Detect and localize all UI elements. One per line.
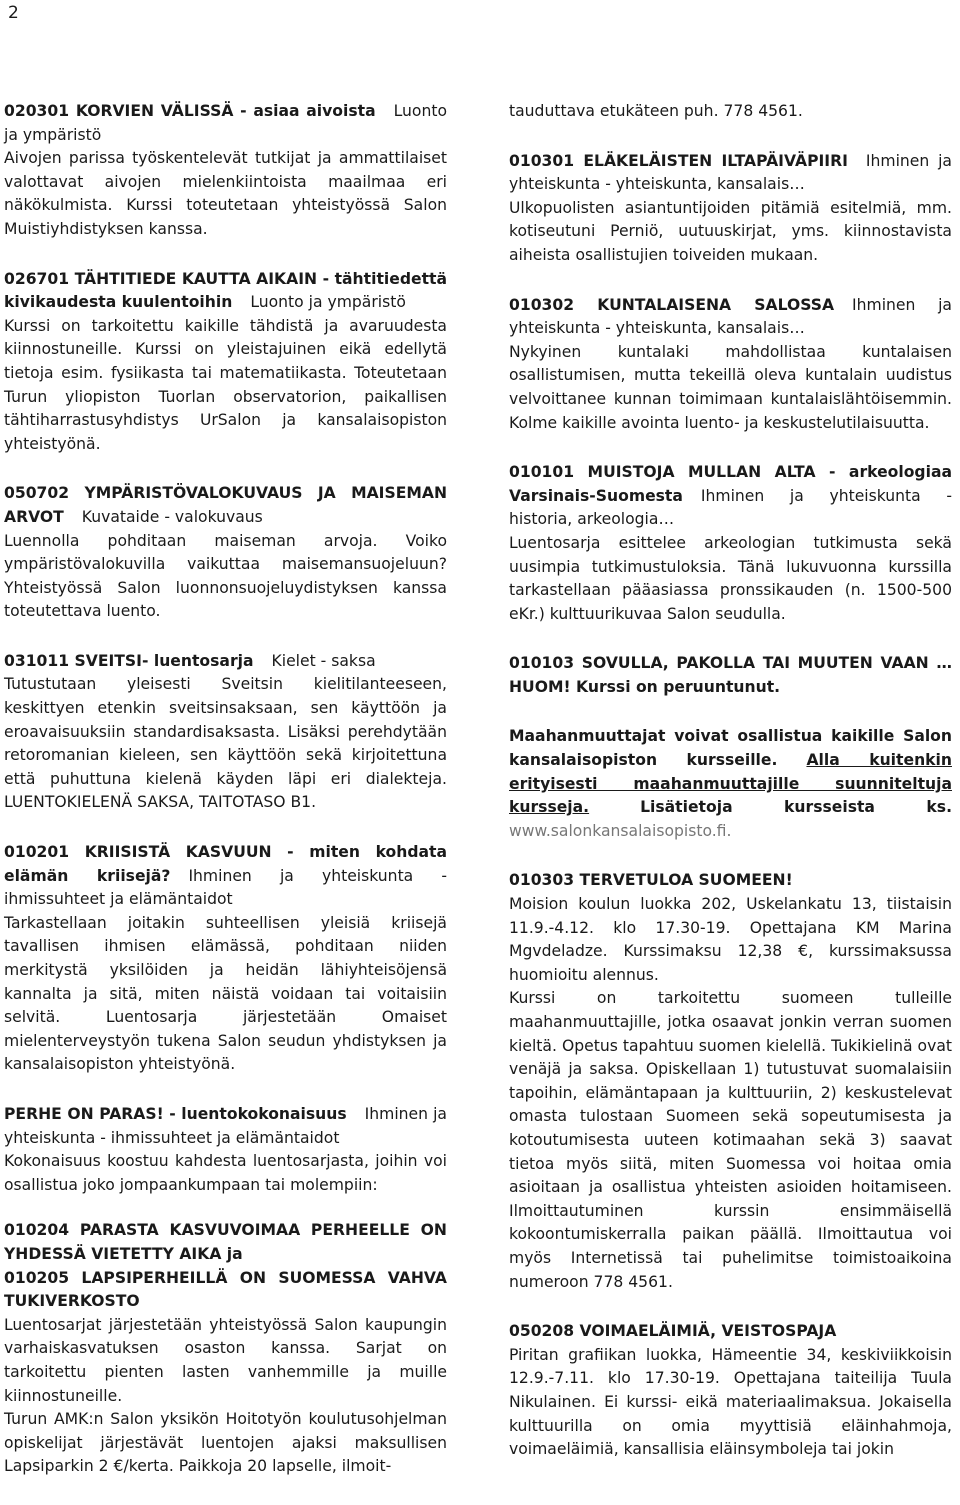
course-description: Tutustutaan yleisesti Sveitsin kielitilanteeseen, keskittyen etenkin sveitsinsaksaan, sen käyttöön ja eroavaisuuksiin standardisaksasta. Lisäksi perehdytään retoromanian kieleen, sen käyttöön sekä kirjoitettuna että puhuttuna kielenä käyden läpi eri dialekteja. LUENTOKIELENÄ SAKSA, TAITOTASO B1. (4, 675, 447, 812)
course-title: 031011 SVEITSI- luentosarja (4, 651, 254, 670)
left-column (4, 100, 447, 1505)
course-description: Moision koulun luokka 202, Uskelankatu 13, tiistaisin 11.9.-4.12. klo 17.30-19. Opettajana KM Marina Mgvdeladze. Kurssimaksu 12,38 €, kurssimaksussa huomioitu alennus. (509, 895, 952, 984)
course-title: 010204 PARASTA KASVUVOIMAA PERHEELLE ON YHDESSÄ VIETETTY AIKA ja (4, 1221, 447, 1263)
course-category: Luonto ja ympäristö (250, 293, 406, 312)
course-entry (4, 100, 447, 242)
notice-text: Maahanmuuttajat voivat osallistua kaikille Salon kansalaisopiston kursseille. (509, 727, 952, 770)
course-description: Luentosarjat järjestetään yhteistyössä Salon kaupungin varhaiskasvatuksen osaston kanssa. Sarjat on tarkoitettu pienten lasten vanhemmille ja muille kiinnostuneille. (4, 1315, 447, 1405)
course-entry (509, 1320, 952, 1462)
course-title: 010205 LAPSIPERHEILLÄ ON SUOMESSA VAHVA TUKIVERKOSTO (4, 1268, 447, 1311)
notice-underlined-text: Alla kuitenkin erityisesti maahanmuuttajille suunniteltuja kursseja. (509, 751, 952, 817)
course-description: Kokonaisuus koostuu kahdesta luentosarjasta, joihin voi osallistua joko jompaankumpaan tai molempiin: (4, 1152, 447, 1194)
course-title: 026701 TÄHTITIEDE KAUTTA AIKAIN - tähtitiedettä kivikaudesta kuulentoihin (4, 269, 447, 312)
course-title: 010201 KRIISISTÄ KASVUUN - miten kohdata elämän kriisejä? (4, 843, 447, 885)
course-category: Kuvataide - valokuvaus (81, 507, 263, 526)
course-description: Ulkopuolisten asiantuntijoiden pitämiä esitelmiä, mm. kotiseutuni Perniö, uutuuskirjat, yms. kiinnostavista aiheista osallistujien toiveiden mukaan. (509, 198, 952, 264)
course-category: Ihminen ja yhteiskunta - ihmissuhteet ja elämäntaidot (4, 1104, 447, 1147)
course-entry-continued (509, 100, 952, 124)
course-category: Ihminen ja yhteiskunta - yhteiskunta, kansalais… (509, 295, 952, 338)
right-column (509, 100, 952, 1488)
course-entry (4, 482, 447, 624)
course-description: Luentosarja esittelee arkeologian tutkimusta sekä uusimpia tutkimustuloksia. Tänä lukuvuonna kurssilla tarkastellaan pääasiassa pronssikauden (n. 1500-500 eKr.) kulttuurikuvaa Salon seudulla. (509, 533, 952, 623)
course-title: 010101 MUISTOJA MULLAN ALTA - arkeologiaa Varsinais-Suomesta (509, 463, 952, 505)
immigrant-notice (509, 725, 952, 843)
notice-more-info: Lisätietoja kursseista ks. (640, 798, 952, 817)
course-entry (4, 650, 447, 815)
course-title: 010303 TERVETULOA SUOMEEN! (509, 871, 793, 890)
website-link[interactable]: www.salonkansalaisopisto.fi. (509, 821, 732, 840)
course-entry (4, 841, 447, 1077)
course-description: Turun AMK:n Salon yksikön Hoitotyön koulutusohjelman opiskelijat järjestävät luentojen ajaksi maksullisen Lapsiparkin 2 €/kerta. Paikkoja 20 lapselle, ilmoit- (4, 1410, 447, 1476)
course-category: Ihminen ja yhteiskunta - ihmissuhteet ja elämäntaidot (4, 866, 447, 909)
course-description: Aivojen parissa työskentelevät tutkijat ja ammattilaiset valottavat aivojen mielenkiintoista maailmaa eri näkökulmista. Kurssi toteutetaan yhteistyössä Salon Muistiyhdistyksen kanssa. (4, 149, 447, 238)
course-description: Kurssi on tarkoitettu kaikille tähdistä ja avaruudesta kiinnostuneille. Kurssi on yleistajuinen eikä edellytä tietoja esim. fysiikasta tai matematiikasta. Toteutetaan Turun yliopiston Tuorlan observatorion, paikallisen tähtiharrastusyhdistys UrSalon ja kansalaisopiston yhteistyönä. (4, 316, 447, 453)
course-category: Ihminen ja yhteiskunta - yhteiskunta, kansalais… (509, 151, 952, 194)
course-title: PERHE ON PARAS! - luentokokonaisuus (4, 1104, 347, 1123)
course-entry (4, 1219, 447, 1479)
course-title: 010301 ELÄKELÄISTEN ILTAPÄIVÄPIIRI (509, 151, 848, 170)
course-entry (4, 268, 447, 457)
course-entry (509, 294, 952, 436)
course-title: 050702 YMPÄRISTÖVALOKUVAUS JA MAISEMAN ARVOT (4, 484, 447, 526)
course-description: Luennolla pohditaan maiseman arvoja. Voiko ympäristövalokuvilla vaikuttaa maisemansuojeluun? Yhteistyössä Salon luonnonsuojeluydistyksen kanssa toteutettava luento. (4, 531, 447, 621)
course-entry (509, 461, 952, 626)
course-category: Kielet - saksa (271, 651, 376, 670)
course-title: 010103 SOVULLA, PAKOLLA TAI MUUTEN VAAN … HUOM! Kurssi on peruuntunut. (509, 654, 952, 696)
course-entry (4, 1103, 447, 1197)
course-category: Ihminen ja yhteiskunta - historia, arkeologia… (509, 486, 952, 529)
course-entry (509, 869, 952, 1294)
course-title: 010302 KUNTALAISENA SALOSSA (509, 295, 835, 314)
course-entry-cancelled (509, 652, 952, 699)
course-category: Luonto ja ympäristö (4, 102, 447, 144)
course-description: Nykyinen kuntalaki mahdollistaa kuntalaisen osallistumisen, mutta tekeillä oleva kuntalain uudistus velvoittanee kunnan toimimaan kuntalaislähtöisemmin. Kolme kaikille avointa luento- ja keskustelutilaisuutta. (509, 342, 952, 432)
course-description: Tarkastellaan joitakin suhteellisen yleisiä kriisejä tavallisen ihmisen elämässä, pohditaan niiden merkitystä yksilöiden ja heidän lähiyhteisöjensä kannalta ja sitä, miten näistä voidaan tai voitaisiin selvitä. Luentosarja järjestetään Omaiset mielenterveystyön tukena Salon seudun yhdistyksen ja kansalaisopiston yhteistyönä. (4, 913, 447, 1074)
course-entry (509, 150, 952, 268)
course-title: 020301 KORVIEN VÄLISSÄ - asiaa aivoista (4, 102, 376, 120)
course-title: 050208 VOIMAELÄIMIÄ, VEISTOSPAJA (509, 1322, 837, 1341)
course-description: tauduttava etukäteen puh. 778 4561. (509, 102, 803, 120)
course-description: Piritan grafiikan luokka, Hämeentie 34, keskiviikkoisin 12.9.-7.11. klo 17.30-19. Opettajana taiteilija Tuula Nikulainen. Ei kurssi- eikä materiaalimaksua. Jokaisella kulttuurilla on omia myyttisiä eläinhahmoja, voimaeläimiä, kansallisia eläinsymboleja tai jokin (509, 1345, 952, 1459)
page-number: 2 (8, 3, 19, 23)
course-description: Kurssi on tarkoitettu suomeen tulleille maahanmuuttajille, jotka osaavat jonkin verran suomen kieltä. Opetus tapahtuu suomen kielellä. Tukikielinä ovat venäjä ja saksa. Opiskellaan 1) tutustuvat suomalaisiin tapoihin, elämäntapaan ja kulttuuriin, 2) keskustelevat omasta tulostaan Suomeen sekä sopeutumisesta ja kotoutumisesta uuteen kotimaahan sekä 3) saavat tietoa myös siitä, miten Suomessa voi hoitaa omia asioitaan ja osallistua yhteisten asioiden hoitamiseen. Ilmoittautuminen kurssin ensimmäisellä kokoontumiskerralla paikan päällä. Ilmoittautua voi myös Internetissä tai puhelimitse toimistoaikoina numeroon 778 4561. (509, 989, 952, 1291)
